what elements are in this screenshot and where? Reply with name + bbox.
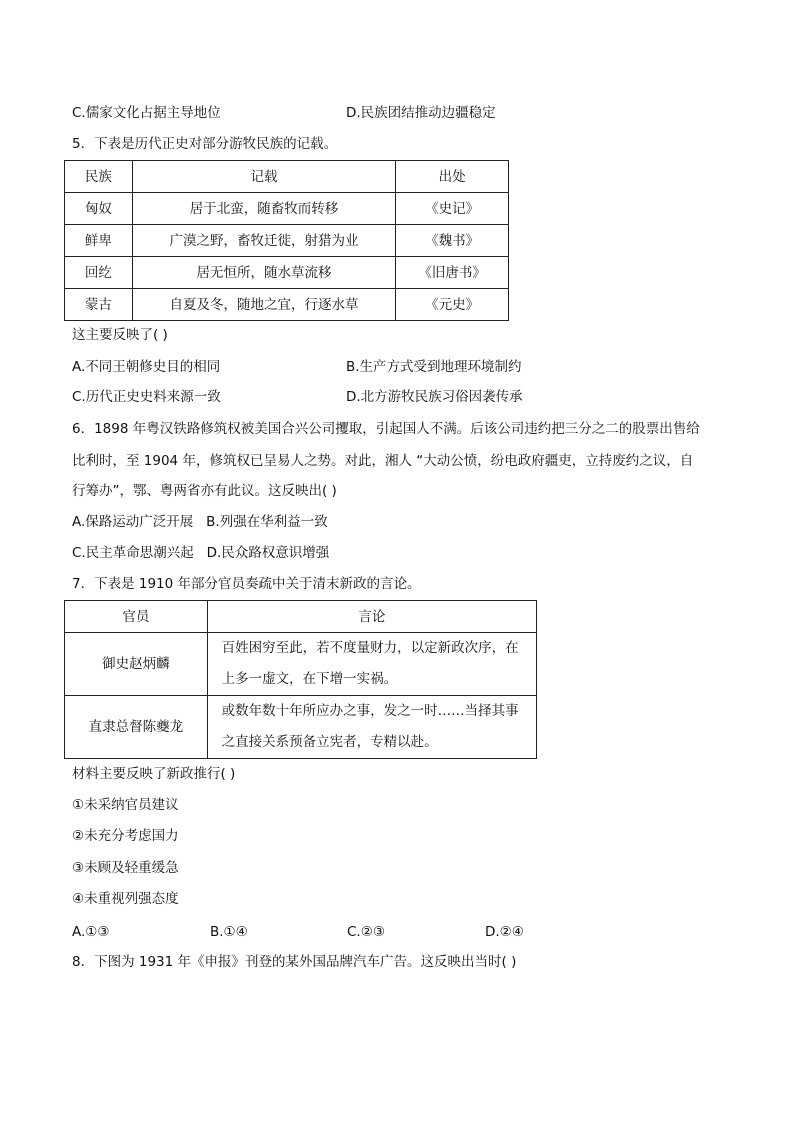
q7-item-1: ①未采纳官员建议 [72, 797, 179, 813]
q7-option-b: B.①④ [210, 924, 248, 940]
q5-stem: 5．下表是历代正史对部分游牧民族的记载。 [72, 136, 338, 152]
q4-option-d: D.民族团结推动边疆稳定 [346, 105, 496, 121]
q5-option-c: C.历代正史史料来源一致 [72, 389, 221, 405]
q5-cell: 《史记》 [396, 193, 509, 225]
q5-header-source: 出处 [396, 161, 509, 193]
q7-option-c: C.②③ [347, 924, 385, 940]
q7-official-cell: 御史赵炳麟 [65, 633, 208, 696]
q6-text-line1: 6．1898 年粤汉铁路修筑权被美国合兴公司攫取，引起国人不满。后该公司违约把三分之二的股票出售给 [72, 421, 700, 437]
q5-cell: 匈奴 [65, 193, 133, 225]
q7-remark-cell [207, 696, 536, 759]
q5-cell: 《魏书》 [396, 225, 509, 257]
q5-cell: 《旧唐书》 [396, 257, 509, 289]
q5-header-record: 记载 [132, 161, 395, 193]
q6-text-line2: 比利时，至 1904 年，修筑权已呈易人之势。对此，湘人 “大动公愤，纷电政府疆吏，立持废约之议，自 [72, 453, 694, 469]
q5-cell: 居无恒所，随水草流移 [132, 257, 395, 289]
q7-item-2: ②未充分考虑国力 [72, 828, 179, 844]
q5-option-b: B.生产方式受到地理环境制约 [346, 359, 522, 375]
q5-cell: 蒙古 [65, 289, 133, 321]
q7-remark-line: 之直接关系预备立宪者，专精以赴。 [221, 734, 438, 750]
q7-remark-line: 或数年数十年所应办之事，发之一时……当择其事 [221, 703, 519, 719]
q5-cell: 回纥 [65, 257, 133, 289]
q7-option-d: D.②④ [485, 924, 524, 940]
q5-cell: 鲜卑 [65, 225, 133, 257]
q6-text-line3: 行筹办”，鄂、粤两省亦有此议。这反映出( ) [72, 483, 337, 499]
q5-header-ethnic: 民族 [65, 161, 133, 193]
q7-item-3: ③未顾及轻重缓急 [72, 860, 179, 876]
q7-item-4: ④未重视列强态度 [72, 891, 179, 907]
q4-option-c: C.儒家文化占据主导地位 [72, 105, 221, 121]
q5-cell: 居于北蛮，随畜牧而转移 [132, 193, 395, 225]
q7-prompt: 材料主要反映了新政推行( ) [72, 766, 236, 782]
q5-option-a: A.不同王朝修史目的相同 [72, 359, 221, 375]
q7-option-a: A.①③ [72, 924, 110, 940]
q8-stem: 8．下图为 1931 年《申报》刊登的某外国品牌汽车广告。这反映出当时( ) [72, 954, 517, 970]
q7-header-official: 官员 [65, 601, 208, 633]
q5-prompt: 这主要反映了( ) [72, 327, 168, 343]
q7-remark-cell [207, 633, 536, 696]
q5-cell: 自夏及冬，随地之宜，行逐水草 [132, 289, 395, 321]
q7-remark-line: 上多一虚文，在下增一实祸。 [221, 671, 398, 687]
q6-options-line2: C.民主革命思潮兴起 D.民众路权意识增强 [72, 545, 330, 561]
q7-table [64, 600, 537, 759]
q7-stem: 7．下表是 1910 年部分官员奏疏中关于清末新政的言论。 [72, 576, 421, 592]
q7-remark-line: 百姓困穷至此，若不度量财力，以定新政次序，在 [221, 640, 519, 656]
q7-header-remarks: 言论 [207, 601, 536, 633]
q6-options-line1: A.保路运动广泛开展 B.列强在华利益一致 [72, 514, 328, 530]
q5-table [64, 160, 509, 321]
q5-option-d: D.北方游牧民族习俗因袭传承 [346, 389, 523, 405]
q7-official-cell: 直隶总督陈夔龙 [65, 696, 208, 759]
q5-cell: 《元史》 [396, 289, 509, 321]
q5-cell: 广漠之野，畜牧迁徙，射猎为业 [132, 225, 395, 257]
